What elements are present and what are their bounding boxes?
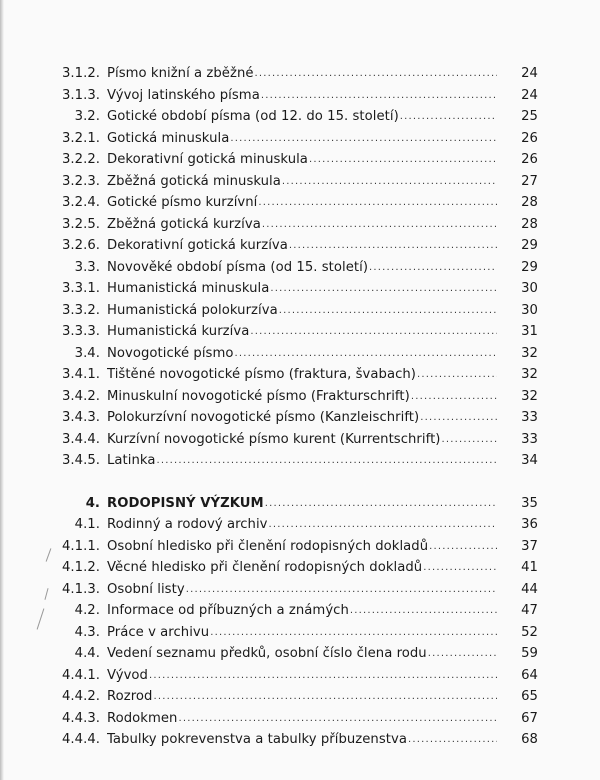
toc-entry-page-number: 64	[521, 667, 538, 683]
dot-leader	[279, 300, 497, 322]
toc-entry-title	[107, 257, 497, 279]
dot-leader	[369, 257, 497, 279]
toc-entry-number: 3.2.3.	[61, 173, 100, 189]
toc-entry-page-number: 32	[521, 367, 538, 382]
dot-leader	[442, 429, 498, 451]
toc-entry-page-number: 68	[521, 732, 538, 747]
toc-entry	[0, 300, 600, 322]
toc-entry-title-text: Humanistická kurzíva	[107, 324, 250, 339]
toc-entry	[0, 622, 600, 644]
toc-entry-page-number: 28	[521, 195, 538, 210]
toc-entry-number: 3.2.2.	[61, 152, 100, 167]
toc-entry-title	[107, 106, 497, 128]
toc-entry-title	[107, 300, 497, 322]
toc-entry-title	[107, 536, 497, 558]
toc-entry-title-text: Rodokmen	[107, 710, 178, 726]
toc-entry-title	[107, 493, 497, 515]
toc-entry-page-number: 44	[521, 581, 538, 597]
dot-leader	[400, 106, 497, 128]
toc-entry-number: 4.	[85, 495, 100, 511]
toc-entry-number: 3.3.3.	[61, 324, 100, 339]
dot-leader	[350, 600, 497, 622]
toc-entry-title	[107, 128, 497, 150]
toc-entry-number: 3.4.4.	[61, 431, 100, 447]
toc-entry	[0, 235, 600, 257]
toc-entry-title	[107, 407, 497, 429]
toc-entry-number: 3.4.2.	[61, 388, 100, 404]
toc-entry-number: 4.1.2.	[61, 560, 100, 575]
toc-entry-number: 3.3.1.	[61, 281, 100, 296]
toc-entry-title	[107, 686, 497, 708]
toc-entry-title-text: Gotická minuskula	[107, 130, 230, 146]
toc-entry-title	[107, 729, 497, 751]
toc-entry-number: 3.4.1.	[61, 367, 100, 382]
toc-entry	[0, 686, 600, 708]
dot-leader	[265, 493, 497, 515]
dot-leader	[186, 579, 497, 601]
toc-entry-title-text: Humanistická minuskula	[107, 281, 270, 296]
toc-entry	[0, 557, 600, 579]
toc-chapter-entry	[0, 493, 600, 515]
toc-entry-number: 4.4.4.	[61, 732, 100, 747]
toc-entry-number: 4.3.	[74, 624, 100, 640]
toc-entry-number: 3.1.2.	[61, 66, 100, 81]
toc-entry-title	[107, 63, 497, 85]
dot-leader	[408, 729, 497, 751]
dot-leader	[309, 149, 497, 171]
toc-entry-page-number: 30	[521, 281, 538, 296]
toc-entry-page-number: 35	[521, 495, 538, 511]
toc-entry-title	[107, 643, 497, 665]
toc-entry-title-text: Latinka	[107, 453, 156, 468]
toc-entry-page-number: 29	[521, 259, 538, 275]
toc-entry-title	[107, 343, 497, 365]
toc-entry-page-number: 30	[521, 302, 538, 318]
toc-entry	[0, 257, 600, 279]
toc-entry-title	[107, 149, 497, 171]
toc-entry	[0, 343, 600, 365]
dot-leader	[270, 278, 497, 300]
toc-entry-number: 3.3.	[74, 259, 100, 275]
toc-entry-page-number: 47	[521, 603, 538, 618]
toc-entry-number: 3.2.4.	[61, 195, 100, 210]
toc-entry-number: 4.4.3.	[61, 710, 100, 726]
toc-entry-title-text: Rodinný a rodový archiv	[107, 517, 268, 532]
toc-entry-page-number: 29	[521, 238, 538, 253]
toc-entry-page-number: 31	[521, 324, 538, 339]
dot-leader	[417, 364, 497, 386]
toc-entry-title	[107, 278, 497, 300]
toc-entry-title-text: Věcné hledisko při členění rodopisných dokladů	[107, 560, 423, 575]
toc-entry-title	[107, 450, 497, 472]
dot-leader	[269, 514, 497, 536]
toc-entry-page-number: 52	[521, 624, 538, 640]
toc-entry-number: 4.4.	[74, 646, 100, 661]
toc-entry-number: 3.2.6.	[61, 238, 100, 253]
toc-entry	[0, 536, 600, 558]
toc-entry-number: 3.4.5.	[61, 453, 100, 468]
toc-entry-title-text: Zběžná gotická minuskula	[107, 173, 281, 189]
dot-leader	[234, 343, 497, 365]
toc-entry-page-number: 26	[521, 130, 538, 146]
toc-entry	[0, 63, 600, 85]
toc-entry-page-number: 33	[521, 431, 538, 447]
toc-entry-title	[107, 235, 497, 257]
toc-entry-number: 3.4.3.	[61, 410, 100, 425]
toc-entry-title	[107, 321, 497, 343]
dot-leader	[262, 214, 497, 236]
toc-entry-title	[107, 665, 497, 687]
toc-entry-title	[107, 579, 497, 601]
toc-entry-page-number: 27	[521, 173, 538, 189]
toc-entry	[0, 364, 600, 386]
toc-entry-title-text: Polokurzívní novogotické písmo (Kanzleischrift)	[107, 410, 420, 425]
toc-entry-title-text: Rozrod	[107, 689, 153, 704]
dot-leader	[289, 235, 497, 257]
toc-entry-title-text: Vývoj latinského písma	[107, 87, 260, 103]
dot-leader	[420, 407, 497, 429]
toc-entry	[0, 321, 600, 343]
toc-entry	[0, 171, 600, 193]
toc-entry-number: 4.4.1.	[61, 667, 100, 683]
toc-entry-title-text: Práce v archivu	[107, 624, 210, 640]
table-of-contents	[0, 63, 600, 751]
toc-entry-title	[107, 214, 497, 236]
toc-entry-title-text: Dekorativní gotická kurzíva	[107, 238, 288, 253]
toc-entry-page-number: 67	[521, 710, 538, 726]
toc-entry-number: 4.1.3.	[61, 581, 100, 597]
toc-entry-page-number: 36	[521, 517, 538, 532]
dot-leader	[411, 386, 497, 408]
dot-leader	[429, 536, 497, 558]
dot-leader	[250, 321, 497, 343]
dot-leader	[156, 450, 497, 472]
dot-leader	[153, 686, 497, 708]
toc-entry-title-text: Minuskulní novogotické písmo (Frakturschrift)	[107, 388, 410, 404]
toc-entry-title-text: Zběžná gotická kurzíva	[107, 216, 261, 232]
toc-entry-page-number: 32	[521, 345, 538, 361]
dot-leader	[258, 192, 497, 214]
toc-entry-title-text: Osobní hledisko při členění rodopisných dokladů	[107, 538, 429, 554]
toc-entry-page-number: 34	[521, 453, 538, 468]
toc-entry-title-text: Tabulky pokrevenstva a tabulky příbuzenstva	[107, 732, 407, 747]
toc-entry-title-text: Kurzívní novogotické písmo kurent (Kurrentschrift)	[107, 431, 441, 447]
toc-entry-page-number: 26	[521, 152, 538, 167]
toc-entry	[0, 708, 600, 730]
toc-entry-title	[107, 622, 497, 644]
toc-entry-number: 3.2.	[74, 109, 100, 124]
dot-leader	[210, 622, 497, 644]
toc-entry-title-text: RODOPISNÝ VÝZKUM	[107, 495, 264, 511]
toc-entry-title-text: Novogotické písmo	[107, 345, 234, 361]
toc-entry	[0, 665, 600, 687]
toc-entry-title-text: Písmo knižní a zběžné	[107, 66, 254, 81]
toc-entry-number: 3.3.2.	[61, 302, 100, 318]
toc-entry-number: 3.2.1.	[61, 130, 100, 146]
toc-entry-number: 4.1.1.	[61, 538, 100, 554]
dot-leader	[230, 128, 497, 150]
toc-entry	[0, 106, 600, 128]
toc-entry-number: 3.2.5.	[61, 216, 100, 232]
toc-entry-title	[107, 429, 497, 451]
toc-entry-page-number: 33	[521, 410, 538, 425]
toc-entry-title	[107, 600, 497, 622]
toc-entry-number: 4.1.	[74, 517, 100, 532]
toc-entry	[0, 149, 600, 171]
toc-entry-page-number: 24	[521, 66, 538, 81]
toc-entry	[0, 386, 600, 408]
dot-leader	[261, 85, 497, 107]
toc-entry	[0, 429, 600, 451]
toc-entry-page-number: 28	[521, 216, 538, 232]
toc-entry-title	[107, 85, 497, 107]
toc-entry-title-text: Gotické písmo kurzívní	[107, 195, 258, 210]
dot-leader	[149, 665, 497, 687]
toc-entry-number: 4.2.	[74, 603, 100, 618]
toc-entry-page-number: 41	[521, 560, 538, 575]
toc-entry-title-text: Tištěné novogotické písmo (fraktura, švabach)	[107, 367, 416, 382]
toc-entry	[0, 579, 600, 601]
toc-entry-title	[107, 557, 497, 579]
toc-entry	[0, 600, 600, 622]
toc-entry-title	[107, 171, 497, 193]
toc-entry-title-text: Novověké období písma (od 15. století)	[107, 259, 369, 275]
toc-entry-page-number: 32	[521, 388, 538, 404]
toc-entry-title-text: Vývod	[107, 667, 148, 683]
toc-entry-title	[107, 364, 497, 386]
toc-entry-title-text: Humanistická polokurzíva	[107, 302, 278, 318]
toc-entry	[0, 450, 600, 472]
dot-leader	[255, 63, 497, 85]
toc-entry-title	[107, 386, 497, 408]
toc-entry-number: 3.4.	[74, 345, 100, 361]
toc-entry	[0, 643, 600, 665]
toc-entry-title-text: Osobní listy	[107, 581, 185, 597]
toc-entry	[0, 85, 600, 107]
toc-entry	[0, 514, 600, 536]
toc-entry-title-text: Vedení seznamu předků, osobní číslo člena rodu	[107, 646, 427, 661]
toc-entry-page-number: 59	[521, 646, 538, 661]
toc-entry-title	[107, 514, 497, 536]
toc-entry-page-number: 65	[521, 689, 538, 704]
dot-leader	[282, 171, 497, 193]
toc-entry-page-number: 24	[521, 87, 538, 103]
toc-entry	[0, 407, 600, 429]
toc-entry-title-text: Informace od příbuzných a známých	[107, 603, 349, 618]
toc-entry-number: 4.4.2.	[61, 689, 100, 704]
toc-entry	[0, 729, 600, 751]
toc-entry-title-text: Dekorativní gotická minuskula	[107, 152, 308, 167]
toc-entry-title	[107, 192, 497, 214]
toc-entry-number: 3.1.3.	[61, 87, 100, 103]
toc-entry-page-number: 37	[521, 538, 538, 554]
toc-entry-title	[107, 708, 497, 730]
toc-entry	[0, 192, 600, 214]
toc-entry-title-text: Gotické období písma (od 12. do 15. století)	[107, 109, 399, 124]
toc-entry	[0, 278, 600, 300]
dot-leader	[178, 708, 497, 730]
dot-leader	[423, 557, 497, 579]
dot-leader	[428, 643, 497, 665]
toc-entry	[0, 128, 600, 150]
toc-entry-page-number: 25	[521, 109, 538, 124]
toc-entry	[0, 214, 600, 236]
